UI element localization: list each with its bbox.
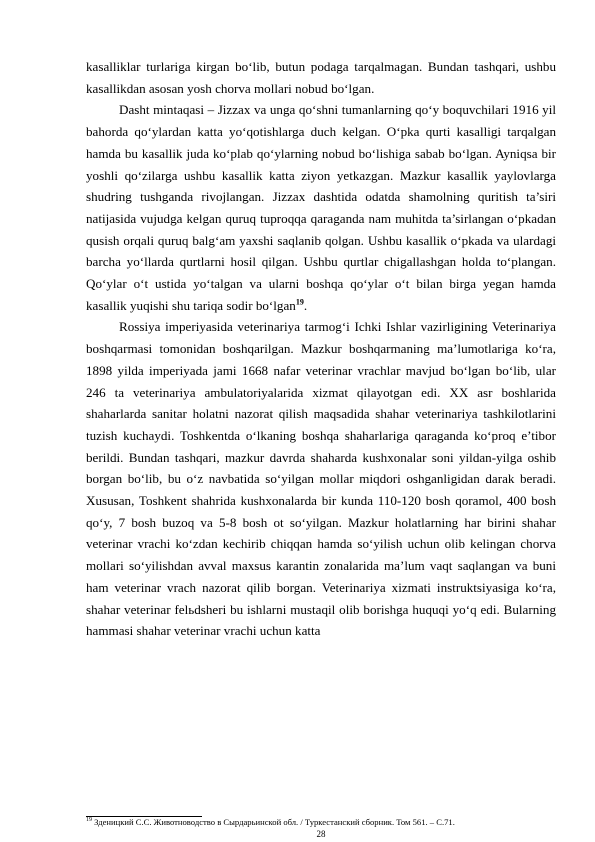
- footnote-text: Зденицкий С.С. Животноводство в Сырдарьинской обл. / Туркестанский сборник. Том 561. – С.71.: [92, 817, 455, 827]
- paragraph-rossiya: [86, 316, 556, 642]
- paragraph-text: Rossiya imperiyasida veterinariya tarmog‘i Ichki Ishlar vazirligining Veterinariya boshqarmasi tomonidan boshqarilgan. Mazkur boshqarmaning ma’lumotlariga ko‘ra, 1898 yilda imperiyada jami 1668 nafar veterinar vrachlar mavjud bo‘lgan bo‘lib, ular 246 ta veterinariya ambulatoriyalarida xizmat qilayotgan edi. XX asr boshlarida shaharlarda sanitar holatni nazorat qilish maqsadida shahar veterinariya tashkilotlarini tuzish kuchaydi. Toshkentda o‘lkaning boshqa shaharlariga qaraganda ko‘proq e’tibor berildi. Bundan tashqari, mazkur davrda shaharda kushxonalar soni yildan-yilga oshib borgan bo‘lib, bu o‘z navbatida so‘yilgan mollar miqdori oshganligidan darak beradi. Xususan, Toshkent shahrida kushxonalarda bir kunda 110-120 bosh qoramol, 400 bosh qo‘y, 7 bosh buzoq va 5-8 bosh ot so‘yilgan. Mazkur holatlarning har birini shahar veterinar vrachi ko‘zdan kechirib chiqqan hamda so‘yilish uchun olib kelingan chorva mollari so‘yilishdan avval maxsus karantin zonalarida ma’lum vaqt saqlangan va buni ham veterinar vrach nazorat qilib borgan. Veterinariya xizmati instruktsiyasiga ko‘ra, shahar veterinar felьdsheri bu ishlarni mustaqil olib borishga huquqi yo‘q edi. Bularning hammasi shahar veterinar vrachi uchun katta: [86, 319, 556, 639]
- paragraph-text: kasalliklar turlariga kirgan bo‘lib, butun podaga tarqalmagan. Bundan tashqari, ushbu kasallikdan asosan yosh chorva mollari nobud bo‘lgan.: [86, 59, 556, 96]
- footnote: [86, 817, 556, 828]
- body-text: [86, 56, 556, 642]
- paragraph-continuation: [86, 56, 556, 99]
- paragraph-end-punctuation: .: [303, 297, 308, 313]
- footnote-reference[interactable]: 19: [295, 297, 304, 307]
- footnote-number: 19: [86, 817, 92, 824]
- paragraph-dasht: [86, 99, 556, 316]
- page-number: 28: [316, 829, 326, 839]
- paragraph-text: Dasht mintaqasi – Jizzax va unga qo‘shni tumanlarning qo‘y boquvchilari 1916 yil bahorda qo‘ylardan katta yo‘qotishlarga duch kelgan. O‘pka qurti kasalligi tarqalgan hamda bu kasallik juda ko‘plab qo‘ylarning nobud bo‘lishiga sabab bo‘lgan. Ayniqsa bir yoshli qo‘zilarga ushbu kasallik katta ziyon yetkazgan. Mazkur kasallik yaylovlarga shudring tushganda rivojlangan. Jizzax dashtida odatda shamolning quritish ta’siri natijasida vujudga kelgan quruq tuproqqa qaraganda nam muhitda ta’sirlangan o‘pkadan qusish orqali quruq balg‘am yaxshi saqlanib qolgan. Ushbu kasallik o‘pkada va ulardagi barcha yo‘llarda qurtlarni hosil qilgan. Ushbu qurtlar chigallashgan holda to‘plangan. Qo‘ylar o‘t ustida yo‘talgan va ularni boshqa qo‘ylar o‘t bilan birga yegan hamda kasallik yuqishi shu tariqa sodir bo‘lgan: [86, 102, 556, 313]
